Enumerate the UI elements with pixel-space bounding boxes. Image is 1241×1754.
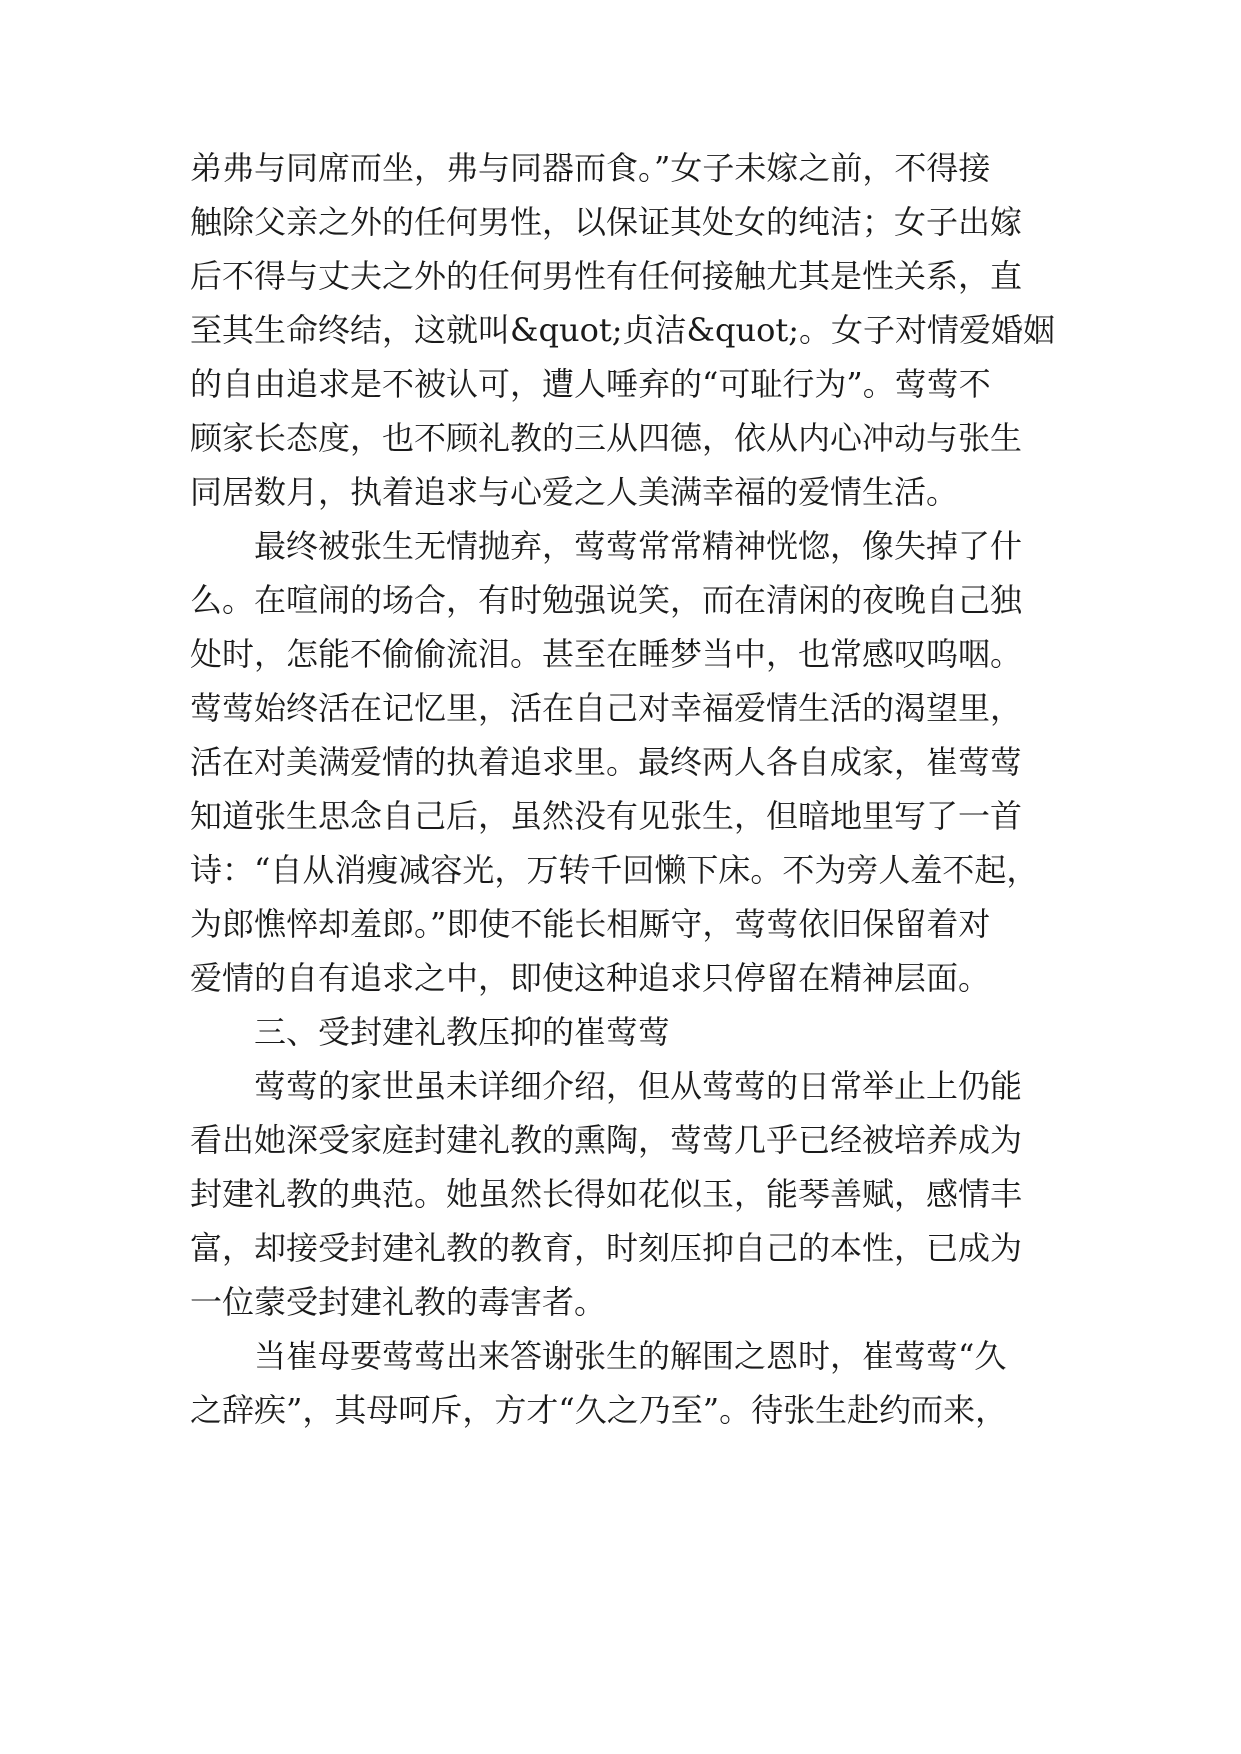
section-heading: 三、受封建礼教压抑的崔莺莺 [190, 1013, 671, 1051]
text-line: 莺莺的家世虽未详细介绍，但从莺莺的日常举止上仍能 [190, 1067, 1023, 1105]
text-line: 诗：“自从消瘦减容光，万转千回懒下床。不为旁人羞不起， [190, 851, 1039, 889]
text-line: 最终被张生无情抛弃，莺莺常常精神恍惚，像失掉了什 [190, 527, 1023, 565]
text-line: 爱情的自有追求之中，即使这种追求只停留在精神层面。 [190, 959, 991, 997]
text-line: 么。在喧闹的场合，有时勉强说笑，而在清闲的夜晚自己独 [190, 581, 1023, 619]
text-line: 看出她深受家庭封建礼教的熏陶，莺莺几乎已经被培养成为 [190, 1121, 1023, 1159]
text-line: 后不得与丈夫之外的任何男性有任何接触尤其是性关系，直 [190, 257, 1023, 295]
text-line: 当崔母要莺莺出来答谢张生的解围之恩时，崔莺莺“久 [190, 1337, 1007, 1375]
text-line: 富，却接受封建礼教的教育，时刻压抑自己的本性，已成为 [190, 1229, 1023, 1267]
text-line: 活在对美满爱情的执着追求里。最终两人各自成家，崔莺莺 [190, 743, 1023, 781]
text-line: 的自由追求是不被认可，遭人唾弃的“可耻行为”。莺莺不 [190, 365, 991, 403]
text-line: 莺莺始终活在记忆里，活在自己对幸福爱情生活的渴望里， [190, 689, 1023, 727]
text-line: 处时，怎能不偷偷流泪。甚至在睡梦当中，也常感叹呜咽。 [190, 635, 1023, 673]
text-line: 弟弗与同席而坐，弗与同器而食。”女子未嫁之前，不得接 [190, 149, 991, 187]
text-line: 为郎憔悴却羞郎。”即使不能长相厮守，莺莺依旧保留着对 [190, 905, 991, 943]
text-line: 之辞疾”，其母呵斥，方才“久之乃至”。待张生赴约而来， [190, 1391, 1008, 1429]
text-line: 封建礼教的典范。她虽然长得如花似玉，能琴善赋，感情丰 [190, 1175, 1023, 1213]
text-line: 顾家长态度，也不顾礼教的三从四德，依从内心冲动与张生 [190, 419, 1023, 457]
text-line: 触除父亲之外的任何男性，以保证其处女的纯洁；女子出嫁 [190, 203, 1023, 241]
text-line: 同居数月，执着追求与心爱之人美满幸福的爱情生活。 [190, 473, 959, 511]
text-line: 一位蒙受封建礼教的毒害者。 [190, 1283, 607, 1321]
text-line: 至其生命终结，这就叫&quot;贞洁&quot;。女子对情爱婚姻 [190, 311, 1055, 349]
text-line: 知道张生思念自己后，虽然没有见张生，但暗地里写了一首 [190, 797, 1023, 835]
